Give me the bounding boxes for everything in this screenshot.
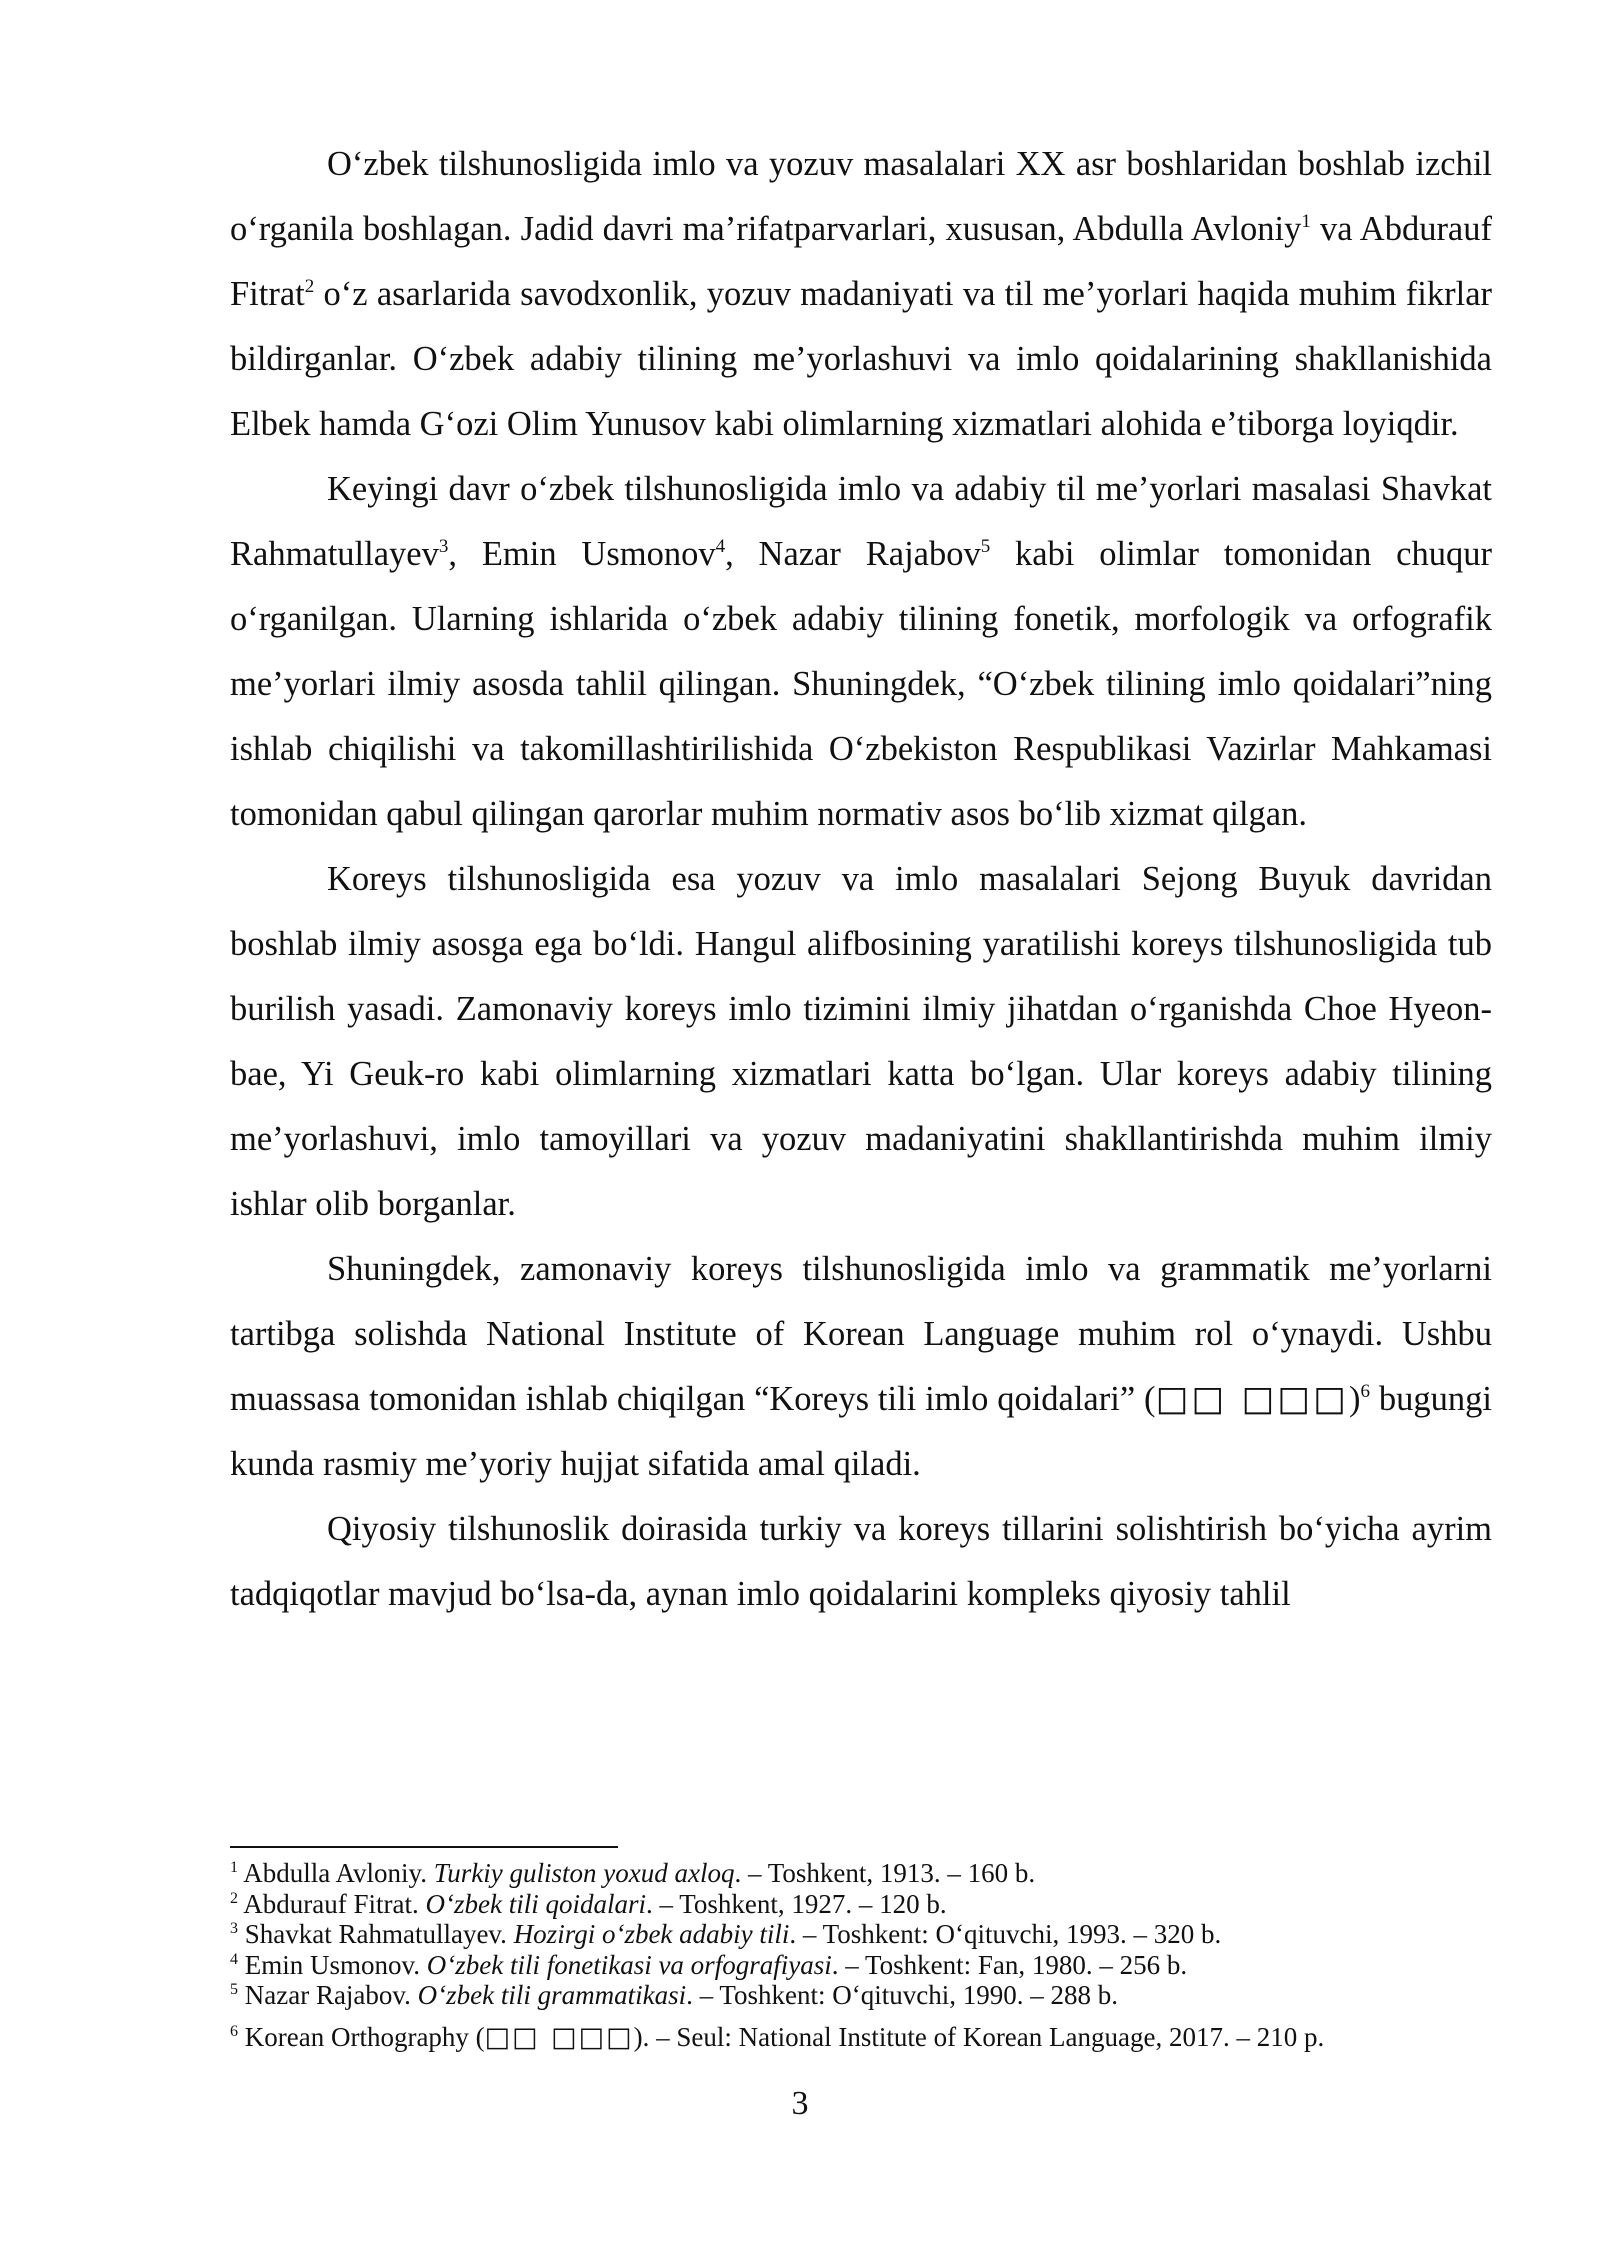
korean-title-glyphs: □□ □□□ <box>484 2021 634 2053</box>
page-number: 3 <box>791 2085 809 2122</box>
body-text <box>230 132 1492 1627</box>
footnote-5: $^5$ Nazar Rajabov. O‘zbek tili grammatikasi. – Toshkent: O‘qituvchi, 1990. – 288 b. <box>230 1980 1118 2010</box>
footnote-ref-5: 5 <box>980 536 991 557</box>
footnote-separator <box>230 1846 618 1848</box>
footnote-ref-3: 3 <box>438 536 449 557</box>
footnote-3: $^3$ Shavkat Rahmatullayev. Hozirgi o‘zbek adabiy tili. – Toshkent: O‘qituvchi, 1993. – 320 b. <box>230 1919 1222 1949</box>
footnote-4: $^4$ Emin Usmonov. O‘zbek tili fonetikasi va orfografiyasi. – Toshkent: Fan, 1980. – 256 b. <box>230 1949 1188 1980</box>
footnote-title: O‘zbek tili qoidalari <box>425 1888 646 1919</box>
footnote-title: Turkiy guliston yoxud axloq <box>433 1858 735 1888</box>
footnote-2: $^2$ Abdurauf Fitrat. O‘zbek tili qoidalari. – Toshkent, 1927. – 120 b. <box>230 1888 947 1919</box>
footnote-title: O‘zbek tili fonetikasi va orfografiyasi <box>426 1949 832 1980</box>
paragraph-5: Qiyosiy tilshunoslik doirasida turkiy va koreys tillarini solishtirish bo‘yicha ayrim tadqiqotlar mavjud bo‘lsa-da, aynan imlo qoidalarini kompleks qiyosiy tahlil <box>230 1510 1492 1613</box>
paragraph-4: Shuningdek, zamonaviy koreys tilshunosligida imlo va grammatik me’yorlarni tartibga solishda National Institute of Korean Language muhim rol o‘ynaydi. Ushbu muassasa tomonidan ishlab chiqilgan “Koreys tili imlo qoidalari” (□□ □□□)$^6$ bugungi kunda rasmiy me’yoriy hujjat sifatida amal qiladi. <box>230 1250 1492 1483</box>
footnote-ref-4: 4 <box>715 536 726 557</box>
footnotes <box>230 1858 1492 2053</box>
footnote-ref-1: 1 <box>1301 211 1311 232</box>
footnote-title: Hozirgi o‘zbek adabiy tili <box>513 1919 790 1949</box>
paragraph-3: Koreys tilshunosligida esa yozuv va imlo masalalari Sejong Buyuk davridan boshlab ilmiy asosga ega bo‘ldi. Hangul alifbosining yaratilishi koreys tilshunosligida tub burilish yasadi. Zamonaviy koreys imlo tizimini ilmiy jihatdan o‘rganishda Choe Hyeon-bae, Yi Geuk-ro kabi olimlarning xizmatlari katta bo‘lgan. Ular koreys adabiy tilining me’yorlashuvi, imlo tamoyillari va yozuv madaniyatini shakllantirishda muhim ilmiy ishlar olib borganlar. <box>230 860 1492 1223</box>
footnote-title: O‘zbek tili grammatikasi <box>417 1980 687 2010</box>
korean-title-glyphs: □□ □□□ <box>1155 1379 1350 1419</box>
paragraph-1: O‘zbek tilshunosligida imlo va yozuv masalalari XX asr boshlaridan boshlab izchil o‘rganila boshlagan. Jadid davri ma’rifatparvarlari, xususan, Abdulla Avloniy$^1$ va Abdurauf Fitrat$^2$ o‘z asarlarida savodxonlik, yozuv madaniyati va til me’yorlari haqida muhim fikrlar bildirganlar. O‘zbek adabiy tilining me’yorlashuvi va imlo qoidalarining shakllanishida Elbek hamda G‘ozi Olim Yunusov kabi olimlarning xizmatlari alohida e’tiborga loyiqdir. <box>230 145 1492 443</box>
footnote-ref-6: 6 <box>1360 1381 1371 1402</box>
footnote-6: $^6$ Korean Orthography (□□ □□□). – Seul: National Institute of Korean Language, 2017. – 210 p. <box>230 2021 1325 2053</box>
footnote-ref-2: 2 <box>304 276 315 297</box>
footnote-1: $^1$ Abdulla Avloniy. Turkiy guliston yoxud axloq. – Toshkent, 1913. – 160 b. <box>230 1858 1036 1888</box>
paragraph-2: Keyingi davr o‘zbek tilshunosligida imlo va adabiy til me’yorlari masalasi Shavkat Rahmatullayev$^3$, Emin Usmonov$^4$, Nazar Rajabov$^5$ kabi olimlar tomonidan chuqur o‘rganilgan. Ularning ishlarida o‘zbek adabiy tilining fonetik, morfologik va orfografik me’yorlari ilmiy asosda tahlil qilingan. Shuningdek, “O‘zbek tilining imlo qoidalari”ning ishlab chiqilishi va takomillashtirilishida O‘zbekiston Respublikasi Vazirlar Mahkamasi tomonidan qabul qilingan qarorlar muhim normativ asos bo‘lib xizmat qilgan. <box>230 470 1492 833</box>
